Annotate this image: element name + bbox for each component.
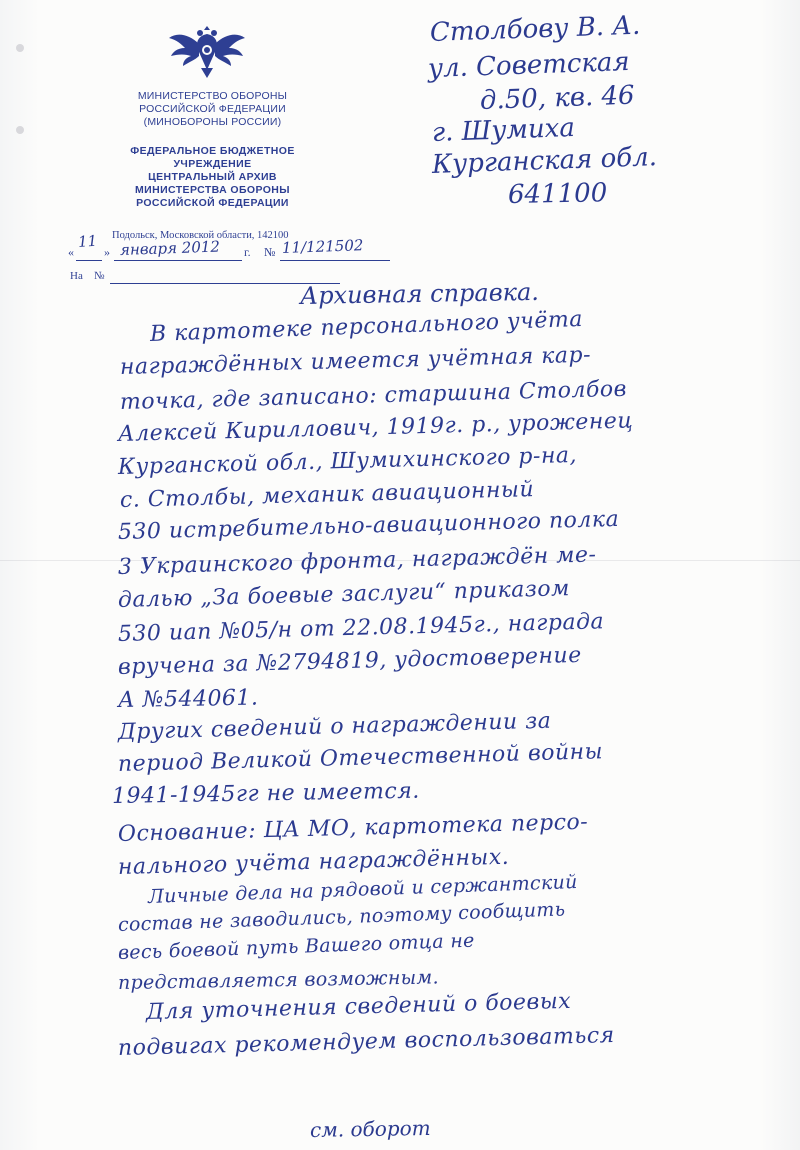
date-year-suffix: г. — [244, 245, 251, 259]
body-line: точка, где записано: старшина Столбов — [119, 376, 628, 415]
letterhead-ministry-line: МИНИСТЕРСТВО ОБОРОНЫ — [137, 90, 288, 102]
body-line: с. Столбы, механик авиационный — [119, 477, 535, 513]
body-line: подвигах рекомендуем воспользоваться — [117, 1022, 615, 1061]
recipient-house: д.50, кв. 46 — [479, 80, 636, 116]
body-line: Личные дела на рядовой и сержантский — [147, 871, 578, 908]
body-line: В картотеке персонального учёта — [149, 306, 584, 347]
see-reverse-note: см. оборот — [309, 1115, 431, 1142]
recipient-postcode: 641100 — [507, 178, 608, 210]
letterhead-institution-line: МИНИСТЕРСТВА ОБОРОНЫ — [135, 184, 290, 196]
body-line: Других сведений о награждении за — [117, 708, 552, 745]
date-quote-open: « — [68, 245, 74, 259]
body-line: весь боевой путь Вашего отца не — [117, 929, 475, 964]
body-line: состав не заводились, поэтому сообщить — [117, 898, 566, 936]
na-label: На — [70, 270, 83, 282]
date-day-handwritten: 11 — [77, 231, 98, 251]
recipient-street: ул. Советская — [427, 46, 631, 84]
recipient-city: г. Шумиха — [431, 113, 576, 148]
body-line: 530 иап №05/н от 22.08.1945г., награда — [117, 609, 605, 647]
body-line: нального учёта награждённых. — [117, 844, 510, 880]
letterhead-ministry-line: (МИНОБОРОНЫ РОССИИ) — [143, 116, 282, 128]
body-line: Основание: ЦА МО, картотека персо- — [117, 809, 589, 847]
punch-hole — [16, 44, 24, 52]
recipient-name: Столбову В. А. — [429, 10, 641, 48]
number-label: № — [264, 245, 276, 259]
date-quote-close: » — [104, 245, 110, 259]
body-line: Курганской обл., Шумихинского р-на, — [117, 442, 578, 480]
double-headed-eagle-emblem — [167, 22, 247, 82]
body-line: А №544061. — [117, 685, 259, 713]
body-line: представляется возможным. — [117, 966, 440, 994]
body-line: 530 истребительно-авиационного полка — [117, 506, 620, 545]
letterhead-institution-line: РОССИЙСКОЙ ФЕДЕРАЦИИ — [136, 197, 289, 209]
reference-number-handwritten: 11/121502 — [281, 236, 364, 257]
body-line: Алексей Кириллович, 1919г. р., уроженец — [117, 408, 634, 447]
body-line: 3 Украинского фронта, награждён ме- — [117, 542, 597, 580]
na-number-label: № — [94, 270, 105, 282]
letterhead-institution-line: ЦЕНТРАЛЬНЫЙ АРХИВ — [148, 171, 277, 183]
body-line: вручена за №2794819, удостоверение — [117, 642, 583, 680]
letterhead-institution-line: ФЕДЕРАЛЬНОЕ БЮДЖЕТНОЕ — [130, 145, 295, 157]
punch-hole — [16, 126, 24, 134]
body-line: Для уточнения сведений о боевых — [145, 988, 572, 1025]
letterhead-ministry-line: РОССИЙСКОЙ ФЕДЕРАЦИИ — [139, 103, 286, 115]
letterhead-ministry — [90, 90, 335, 129]
letterhead-institution-line: УЧРЕЖДЕНИЕ — [173, 158, 252, 170]
body-line: далью „За боевые заслуги“ приказом — [117, 576, 571, 613]
body-line: 1941-1945гг не имеется. — [111, 778, 421, 809]
date-month-year-handwritten: января 2012 — [119, 237, 221, 259]
document-title: Архивная справка. — [299, 277, 540, 310]
body-line: награждённых имеется учётная кар- — [119, 342, 592, 380]
recipient-region: Курганская обл. — [431, 142, 658, 180]
body-line: период Великой Отечественной войны — [117, 739, 604, 777]
letterhead-institution — [90, 145, 335, 210]
letterhead-address: Подольск, Московской области, 142100 — [112, 230, 289, 241]
